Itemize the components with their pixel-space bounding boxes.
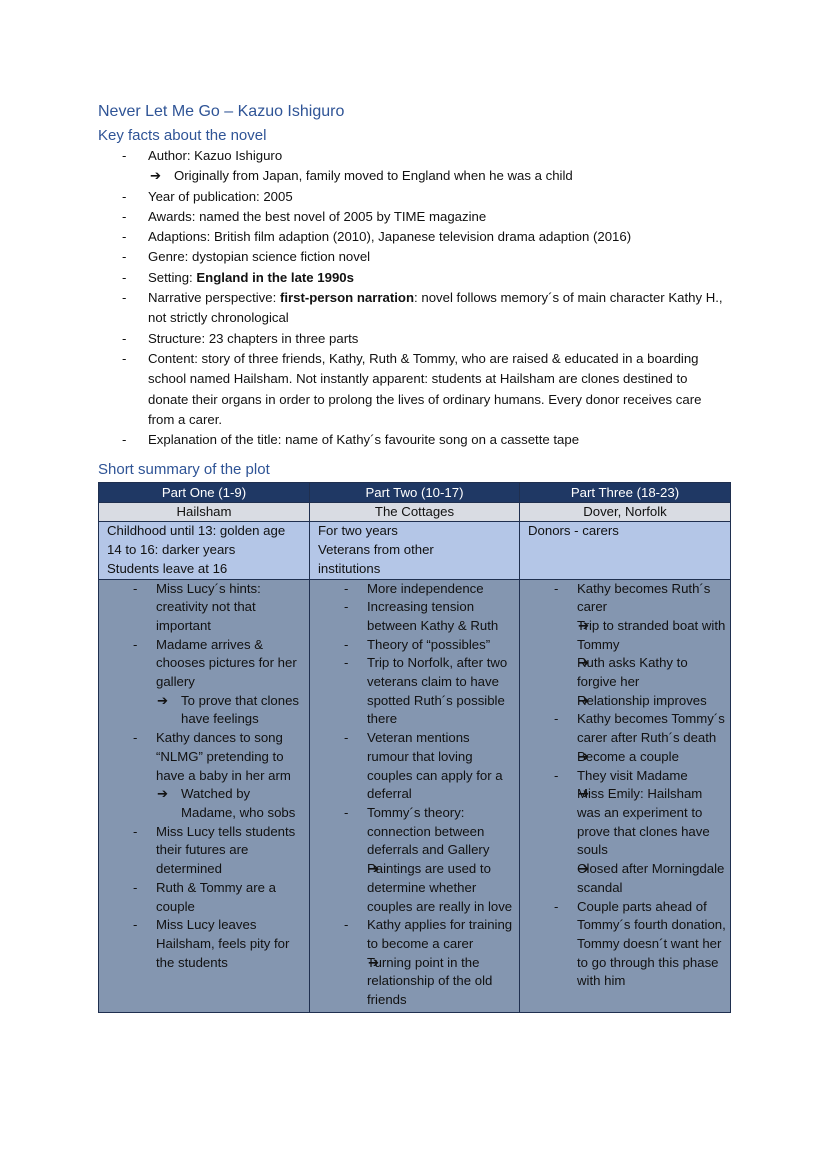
- plot-subpoint: ➔ Ruth asks Kathy to forgive her: [520, 654, 726, 691]
- plot-summary-table: [98, 482, 731, 1012]
- plot-point: - Kathy applies for training to become a carer: [310, 916, 515, 953]
- key-fact-item: [98, 187, 730, 207]
- intro-line: Childhood until 13: golden age: [107, 523, 286, 539]
- key-fact-text: : novel follows memory´s of main character Kathy H., not strictly chronological: [148, 290, 723, 326]
- key-fact-item: [98, 349, 730, 430]
- key-fact-text: Genre: dystopian science fiction novel: [148, 249, 371, 265]
- plot-point: - Veteran mentions rumour that loving couples can apply for a deferral: [310, 729, 515, 804]
- key-fact-subpoint: [98, 166, 730, 186]
- intro-line: Donors - carers: [528, 523, 619, 539]
- key-fact-item: [98, 247, 730, 267]
- part-three-title: Part Three (18-23): [520, 483, 731, 503]
- plot-subpoint: ➔ To prove that clones have feelings: [99, 692, 305, 729]
- intro-line: For two years: [318, 523, 398, 539]
- plot-point: - Kathy becomes Ruth´s carer: [520, 580, 726, 617]
- intro-line: 14 to 16: darker years: [107, 542, 236, 558]
- summary-heading: Short summary of the plot: [98, 461, 270, 479]
- plot-subpoint: ➔ Trip to stranded boat with Tommy: [520, 617, 726, 654]
- part-one-place: Hailsham: [99, 503, 310, 522]
- part-two-intro: [310, 522, 520, 579]
- plot-point: - Kathy dances to song “NLMG” pretending to have a baby in her arm: [99, 729, 305, 785]
- key-fact-item: [98, 329, 730, 349]
- plot-point: - Ruth & Tommy are a couple: [99, 879, 305, 916]
- key-facts-list: [98, 146, 730, 450]
- plot-point: - Theory of “possibles”: [310, 636, 515, 655]
- plot-point: - Increasing tension between Kathy & Ruth: [310, 598, 515, 635]
- key-fact-text: Originally from Japan, family moved to England when he was a child: [174, 168, 573, 184]
- plot-point: - Trip to Norfolk, after two veterans claim to have spotted Ruth´s possible there: [310, 654, 515, 729]
- part-three-details: [520, 579, 731, 1012]
- plot-point: - Kathy becomes Tommy´s carer after Ruth´s death: [520, 710, 726, 747]
- key-fact-text: Structure: 23 chapters in three parts: [148, 330, 359, 346]
- key-fact-text: Adaptions: British film adaption (2010), Japanese television drama adaption (2016): [148, 229, 632, 245]
- table-intro-row: [99, 522, 731, 579]
- plot-subpoint: ➔ Relationship improves: [520, 692, 726, 711]
- plot-point: - More independence: [310, 580, 515, 599]
- key-fact-text: Explanation of the title: name of Kathy´s favourite song on a cassette tape: [148, 432, 580, 448]
- key-fact-item: [98, 268, 730, 288]
- table-place-row: [99, 503, 731, 522]
- key-fact-item: [98, 430, 730, 450]
- key-fact-text: Narrative perspective:: [148, 290, 280, 306]
- part-one-intro: [99, 522, 310, 579]
- part-two-title: Part Two (10-17): [310, 483, 520, 503]
- key-fact-text: Awards: named the best novel of 2005 by TIME magazine: [148, 208, 487, 224]
- part-one-details: [99, 579, 310, 1012]
- key-fact-text: Year of publication: 2005: [148, 188, 293, 204]
- plot-point: - Miss Lucy tells students their futures are determined: [99, 823, 305, 879]
- key-facts-heading: Key facts about the novel: [98, 127, 267, 144]
- part-three-intro: [520, 522, 731, 579]
- intro-line: Students leave at 16: [107, 560, 228, 576]
- part-two-details: [310, 579, 520, 1012]
- plot-subpoint: ➔ Watched by Madame, who sobs: [99, 785, 305, 822]
- key-fact-bold-text: England in the late 1990s: [196, 269, 354, 285]
- plot-subpoint: ➔ Paintings are used to determine whether couples are really in love: [310, 860, 515, 916]
- intro-line: Veterans from other: [318, 542, 434, 558]
- part-three-place: Dover, Norfolk: [520, 503, 731, 522]
- plot-subpoint: ➔ Closed after Morningdale scandal: [520, 860, 726, 897]
- plot-point: - Madame arrives & chooses pictures for her gallery: [99, 636, 305, 692]
- intro-line: institutions: [318, 560, 381, 576]
- plot-point: - They visit Madame: [520, 767, 726, 786]
- plot-point: - Miss Lucy´s hints: creativity not that important: [99, 580, 305, 636]
- plot-point: - Tommy´s theory: connection between deferrals and Gallery: [310, 804, 515, 860]
- document-page: [98, 101, 730, 1013]
- plot-subpoint: ➔ Turning point in the relationship of the old friends: [310, 954, 515, 1010]
- key-fact-text: Author: Kazuo Ishiguro: [148, 148, 283, 163]
- key-fact-text: Content: story of three friends, Kathy, Ruth & Tommy, who are raised & educated in a boarding school named Hailsham. Not instantly apparent: students at Hailsham are clones destined to donate their organs in order to prolong the lives of ordinary humans. Every donor receives care from a carer.: [148, 350, 702, 427]
- part-two-place: The Cottages: [310, 503, 520, 522]
- table-detail-row: [99, 579, 731, 1012]
- part-one-title: Part One (1-9): [99, 483, 310, 503]
- key-fact-text: Setting:: [148, 269, 197, 285]
- table-header-row: [99, 483, 731, 503]
- key-fact-item: [98, 227, 730, 247]
- key-fact-item: [98, 288, 730, 329]
- key-fact-bold-text: first-person narration: [279, 290, 415, 306]
- plot-point: - Couple parts ahead of Tommy´s fourth donation, Tommy doesn´t want her to go through this phase with him: [520, 898, 726, 992]
- plot-subpoint: ➔ Miss Emily: Hailsham was an experiment to prove that clones have souls: [520, 785, 726, 860]
- key-fact-item: [98, 146, 730, 166]
- key-fact-item: [98, 207, 730, 227]
- plot-point: - Miss Lucy leaves Hailsham, feels pity for the students: [99, 916, 305, 972]
- document-title: Never Let Me Go – Kazuo Ishiguro: [98, 103, 345, 120]
- plot-subpoint: ➔ Become a couple: [520, 748, 726, 767]
